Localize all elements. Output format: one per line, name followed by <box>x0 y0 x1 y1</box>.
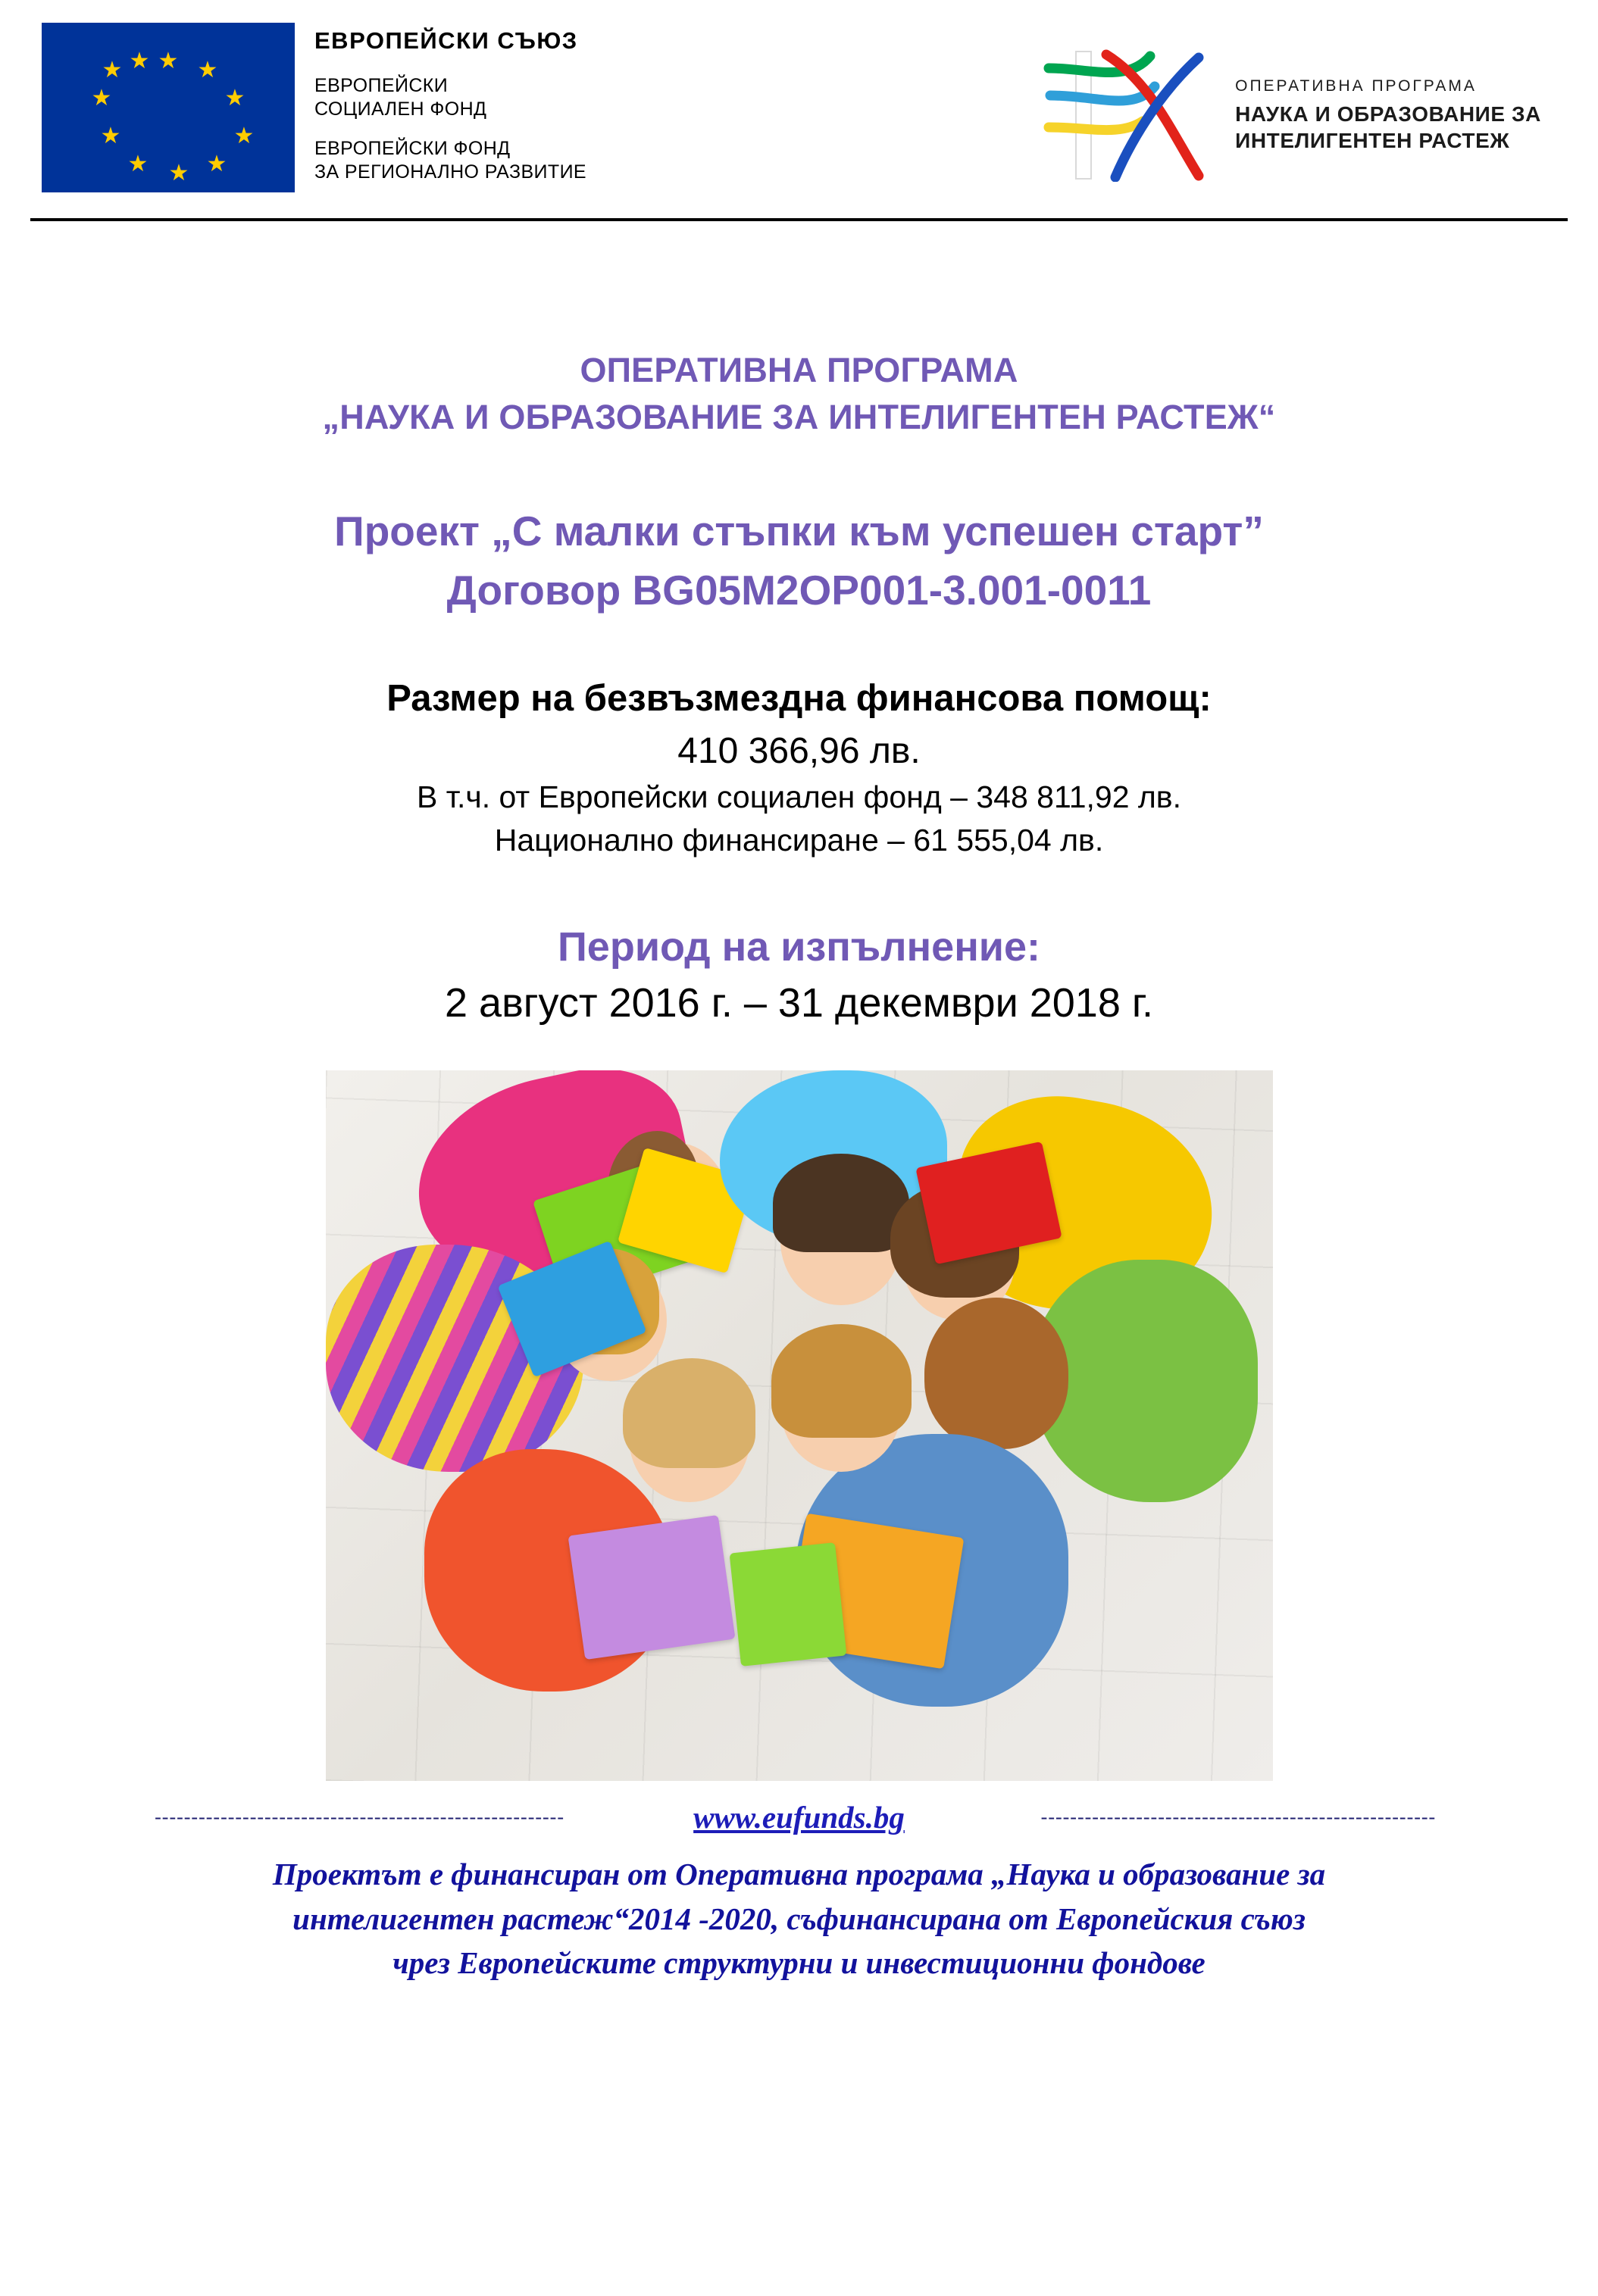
eu-esf-label-line2: СОЦИАЛЕН ФОНД <box>314 98 487 120</box>
grant-esf-amount: В т.ч. от Европейски социален фонд – 348 811,92 лв. <box>417 779 1181 815</box>
period-title: Период на изпълнение: <box>557 924 1041 970</box>
grant-title: Размер на безвъзмездна финансова помощ: <box>386 678 1212 720</box>
document-footer <box>0 1799 1598 1985</box>
grant-national-amount: Национално финансиране – 61 555,04 лв. <box>494 823 1104 858</box>
eu-esf-label <box>314 74 586 120</box>
footer-disclaimer <box>36 1852 1562 1985</box>
footer-disclaimer-line2: интелигентен растеж“2014 -2020, съфинансирана от Европейския съюз <box>292 1901 1306 1936</box>
grant-amount: 410 366,96 лв. <box>677 731 921 772</box>
book <box>568 1515 735 1660</box>
child-hair <box>623 1358 755 1468</box>
program-title-line2: „НАУКА И ОБРАЗОВАНИЕ ЗА ИНТЕЛИГЕНТЕН РАСТЕЖ“ <box>322 398 1276 437</box>
project-title <box>53 501 1545 620</box>
children-photo <box>326 1070 1273 1781</box>
eu-erdf-label <box>314 137 586 183</box>
book <box>729 1542 846 1667</box>
dashes-left: -------------------------------------------------------- <box>155 1806 564 1829</box>
project-name: Проект „С малки стъпки към успешен старт” <box>334 508 1264 555</box>
eu-emblem-block <box>42 23 586 200</box>
footer-disclaimer-line1: Проектът е финансиран от Оперативна програма „Наука и образование за <box>272 1857 1326 1892</box>
eufunds-link[interactable]: www.eufunds.bg <box>693 1800 905 1835</box>
document-body <box>0 347 1598 1781</box>
eu-erdf-label-line1: ЕВРОПЕЙСКИ ФОНД <box>314 138 511 159</box>
eu-title: ЕВРОПЕЙСКИ СЪЮЗ <box>314 27 578 54</box>
op-science-education-logo-icon <box>1037 48 1215 182</box>
op-big-label-line2: ИНТЕЛИГЕНТЕН РАСТЕЖ <box>1235 129 1510 153</box>
project-contract-number: Договор BG05M2OP001-3.001-0011 <box>446 567 1152 614</box>
eu-erdf-label-line2: ЗА РЕГИОНАЛНО РАЗВИТИЕ <box>314 161 587 183</box>
header-divider <box>30 218 1568 221</box>
site-line <box>36 1799 1562 1835</box>
program-title <box>53 347 1545 441</box>
child-hair <box>773 1154 909 1252</box>
dashes-right: ------------------------------------------------------ <box>1040 1806 1437 1829</box>
footer-disclaimer-line3: чрез Европейските структурни и инвестиционни фондове <box>392 1945 1206 1980</box>
op-logo-block <box>1037 23 1556 182</box>
child-hair <box>924 1298 1068 1449</box>
period-dates: 2 август 2016 г. – 31 декември 2018 г. <box>445 980 1153 1026</box>
document-header <box>0 0 1598 214</box>
child-hair <box>771 1324 912 1438</box>
eu-flag-icon: ★ ★ ★ ★ ★ ★ ★ ★ ★ ★ ★ <box>42 23 295 192</box>
op-small-label: ОПЕРАТИВНА ПРОГРАМА <box>1235 77 1477 95</box>
eu-esf-label-line1: ЕВРОПЕЙСКИ <box>314 75 449 96</box>
program-title-line1: ОПЕРАТИВНА ПРОГРАМА <box>580 351 1018 389</box>
op-big-label-line1: НАУКА И ОБРАЗОВАНИЕ ЗА <box>1235 102 1541 127</box>
